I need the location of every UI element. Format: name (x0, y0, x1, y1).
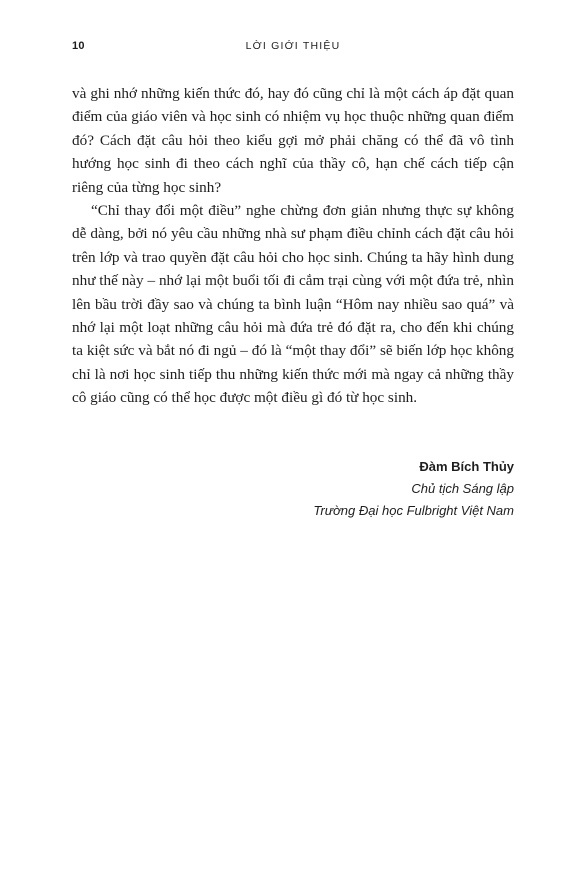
page-number: 10 (72, 40, 85, 52)
paragraph: “Chỉ thay đổi một điều” nghe chừng đơn giản nhưng thực sự không dễ dàng, bởi nó yêu cầu những nhà sư phạm điều chỉnh cách đặt câu hỏi trên lớp và trao quyền đặt câu hỏi cho học sinh. Chúng ta hãy hình dung như thế này – nhớ lại một buổi tối đi cắm trại cùng với một đứa trẻ, nhìn lên bầu trời đầy sao và chúng ta bình luận “Hôm nay nhiều sao quá” và nhớ lại một loạt những câu hỏi mà đứa trẻ đó đặt ra, cho đến khi chúng ta kiệt sức và bắt nó đi ngủ – đó là “một thay đổi” sẽ biến lớp học không chỉ là nơi học sinh tiếp thu những kiến thức mới mà ngay cả những thầy cô giáo cũng có thể học được một điều gì đó từ học sinh. (72, 202, 514, 407)
body-text (72, 82, 514, 410)
running-header (72, 40, 514, 56)
signature-title: Chủ tịch Sáng lập (411, 481, 514, 496)
paragraph-continued: và ghi nhớ những kiến thức đó, hay đó cũng chỉ là một cách áp đặt quan điểm của giáo viên và học sinh có nhiệm vụ học thuộc những quan điểm đó? Cách đặt câu hỏi theo kiểu gợi mở phải chăng có thể đã vô tình hướng học sinh đi theo cách nghĩ của thầy cô, hạn chế cách tiếp cận riêng của từng học sinh? (72, 85, 514, 196)
signature-organization: Trường Đại học Fulbright Việt Nam (313, 503, 514, 518)
chapter-title: LỜI GIỚI THIỆU (245, 40, 341, 52)
signature-block (313, 456, 514, 522)
signature-name: Đàm Bích Thủy (419, 459, 514, 474)
